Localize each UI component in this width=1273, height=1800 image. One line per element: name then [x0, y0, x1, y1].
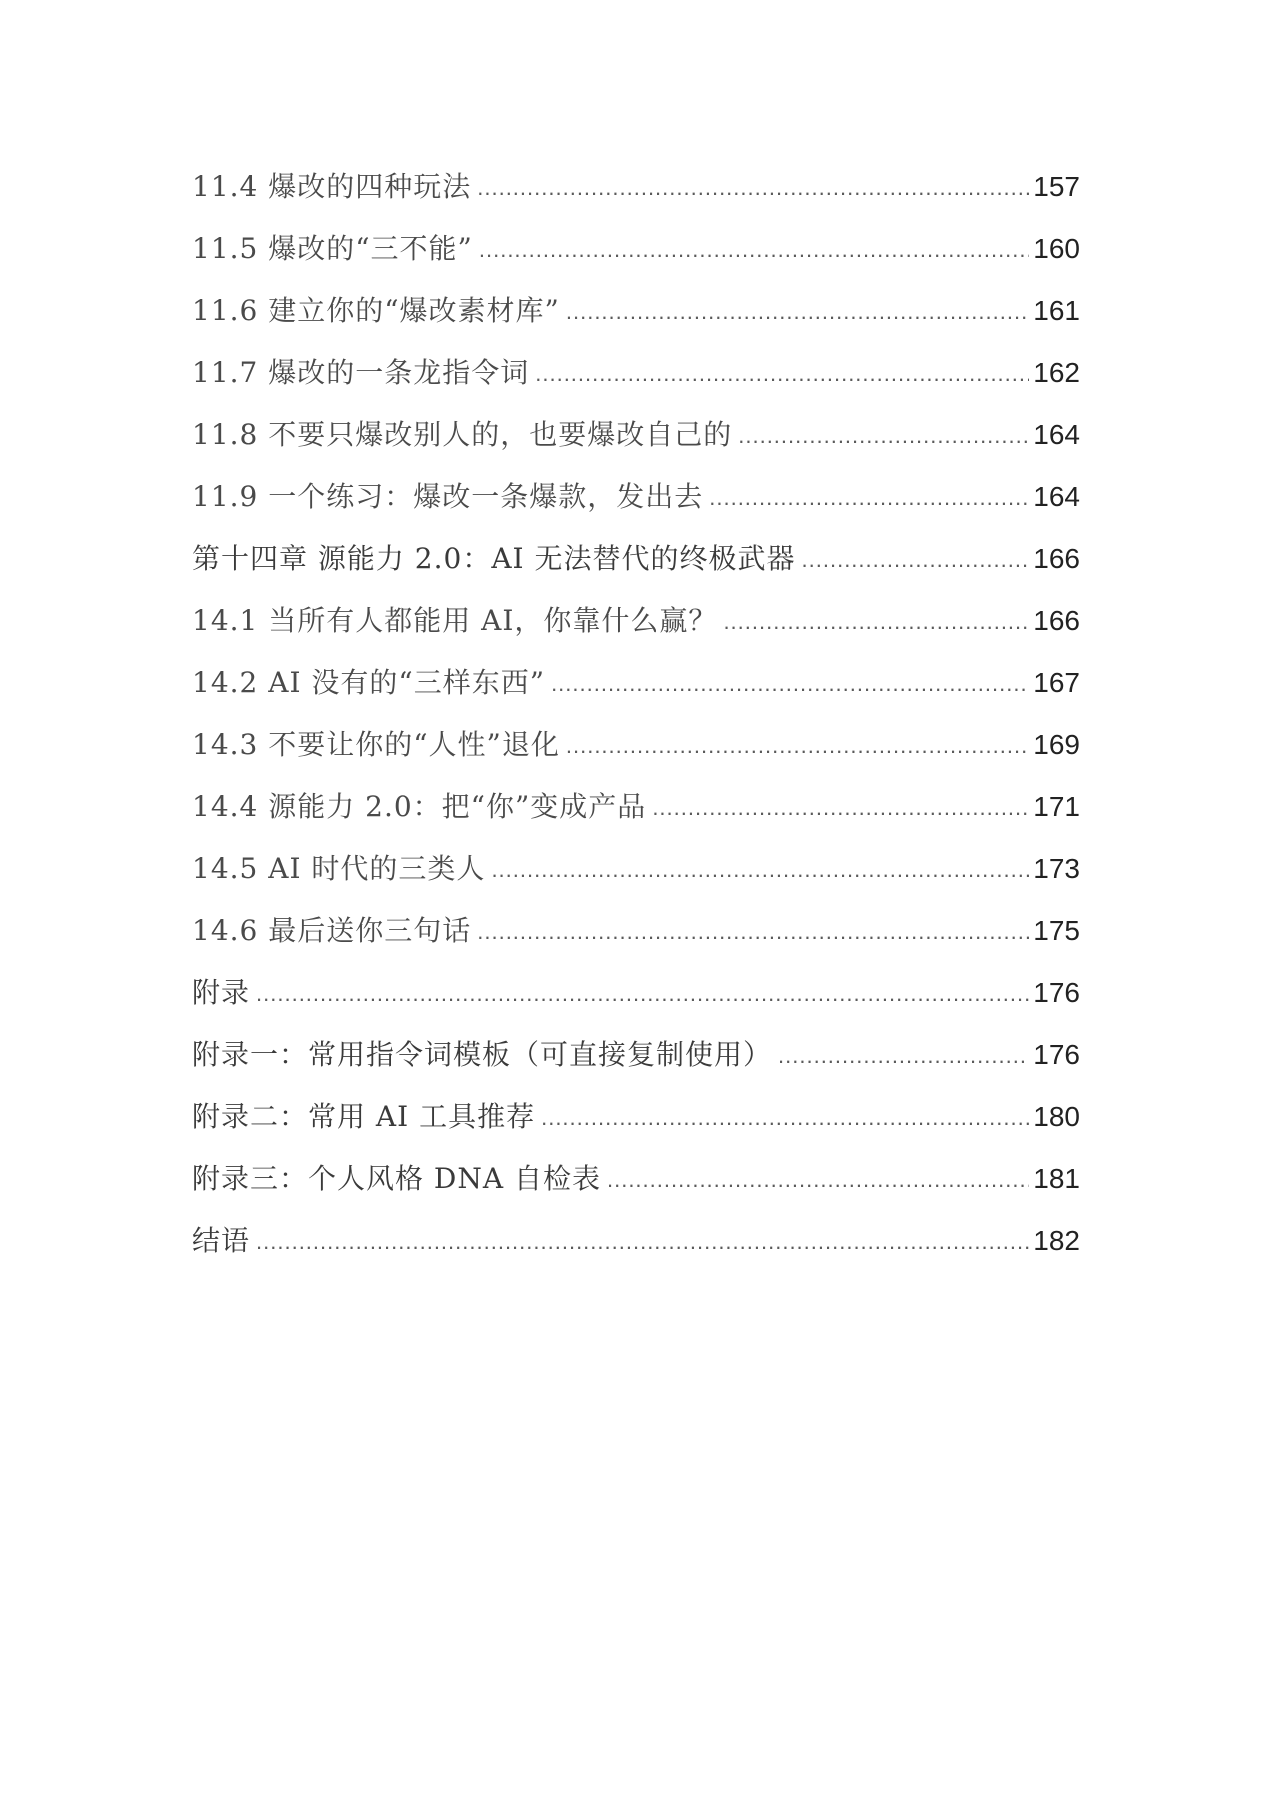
toc-dot-leader [709, 467, 1029, 529]
toc-entry-page: 175 [1033, 915, 1080, 946]
toc-dot-leader [477, 157, 1029, 219]
toc-entry-title: 11.5 爆改的“三不能” [192, 232, 473, 265]
toc-dot-leader [256, 1211, 1029, 1273]
toc-entry-title: 附录 [192, 976, 251, 1009]
toc-chapter-entry[interactable] [192, 528, 1080, 590]
toc-entry-page: 169 [1033, 729, 1080, 760]
toc-entry-title: 第十四章 源能力 2.0：AI 无法替代的终极武器 [192, 542, 796, 575]
toc-entry[interactable] [192, 218, 1080, 280]
toc-entry-page: 166 [1033, 543, 1080, 574]
toc-entry-title: 11.4 爆改的四种玩法 [192, 170, 472, 203]
toc-dot-leader [479, 219, 1029, 281]
toc-entry[interactable] [192, 714, 1080, 776]
toc-entry-page: 164 [1033, 419, 1080, 450]
toc-dot-leader [778, 1025, 1029, 1087]
toc-entry[interactable] [192, 466, 1080, 528]
toc-entry[interactable] [192, 590, 1080, 652]
toc-entry-page: 176 [1033, 1039, 1080, 1070]
toc-entry-title: 11.6 建立你的“爆改素材库” [192, 294, 560, 327]
toc-entry-page: 167 [1033, 667, 1080, 698]
toc-dot-leader [652, 777, 1029, 839]
toc-entry-page: 161 [1033, 295, 1080, 326]
toc-entry-page: 182 [1033, 1225, 1080, 1256]
toc-entry[interactable] [192, 404, 1080, 466]
toc-entry[interactable] [192, 342, 1080, 404]
toc-entry-page: 162 [1033, 357, 1080, 388]
toc-dot-leader [477, 901, 1029, 963]
toc-entry[interactable] [192, 652, 1080, 714]
toc-chapter-entry[interactable] [192, 1210, 1080, 1272]
toc-entry-page: 164 [1033, 481, 1080, 512]
toc-entry-page: 181 [1033, 1163, 1080, 1194]
toc-entry-title: 附录三：个人风格 DNA 自检表 [192, 1162, 601, 1195]
toc-entry[interactable] [192, 156, 1080, 218]
toc-dot-leader [535, 343, 1029, 405]
toc-chapter-entry[interactable] [192, 962, 1080, 1024]
toc-entry-title: 14.1 当所有人都能用 AI，你靠什么赢？ [192, 604, 718, 637]
toc-dot-leader [491, 839, 1029, 901]
toc-dot-leader [256, 963, 1029, 1025]
toc-entry-title: 附录一：常用指令词模板（可直接复制使用） [192, 1038, 773, 1071]
toc-dot-leader [802, 529, 1030, 591]
toc-entry-page: 180 [1033, 1101, 1080, 1132]
toc-dot-leader [541, 1087, 1029, 1149]
toc-dot-leader [566, 715, 1029, 777]
toc-dot-leader [607, 1149, 1029, 1211]
toc-entry-title: 14.2 AI 没有的“三样东西” [192, 666, 546, 699]
table-of-contents [192, 156, 1080, 1272]
toc-entry-title: 14.4 源能力 2.0：把“你”变成产品 [192, 790, 647, 823]
toc-dot-leader [723, 591, 1029, 653]
toc-entry-page: 166 [1033, 605, 1080, 636]
toc-entry-title: 附录二：常用 AI 工具推荐 [192, 1100, 536, 1133]
toc-chapter-entry[interactable] [192, 1148, 1080, 1210]
toc-entry[interactable] [192, 838, 1080, 900]
toc-chapter-entry[interactable] [192, 1024, 1080, 1086]
toc-chapter-entry[interactable] [192, 1086, 1080, 1148]
toc-dot-leader [566, 281, 1029, 343]
toc-entry-page: 157 [1033, 171, 1080, 202]
toc-entry-title: 结语 [192, 1224, 251, 1257]
toc-entry[interactable] [192, 280, 1080, 342]
toc-entry-title: 14.5 AI 时代的三类人 [192, 852, 486, 885]
toc-entry[interactable] [192, 776, 1080, 838]
toc-dot-leader [551, 653, 1029, 715]
toc-entry-title: 11.8 不要只爆改别人的，也要爆改自己的 [192, 418, 733, 451]
toc-entry-page: 171 [1033, 791, 1080, 822]
toc-entry-page: 160 [1033, 233, 1080, 264]
toc-dot-leader [738, 405, 1029, 467]
toc-entry-page: 173 [1033, 853, 1080, 884]
toc-entry-page: 176 [1033, 977, 1080, 1008]
toc-entry-title: 14.6 最后送你三句话 [192, 914, 472, 947]
toc-entry-title: 14.3 不要让你的“人性”退化 [192, 728, 560, 761]
toc-entry[interactable] [192, 900, 1080, 962]
toc-entry-title: 11.9 一个练习：爆改一条爆款，发出去 [192, 480, 704, 513]
toc-entry-title: 11.7 爆改的一条龙指令词 [192, 356, 530, 389]
